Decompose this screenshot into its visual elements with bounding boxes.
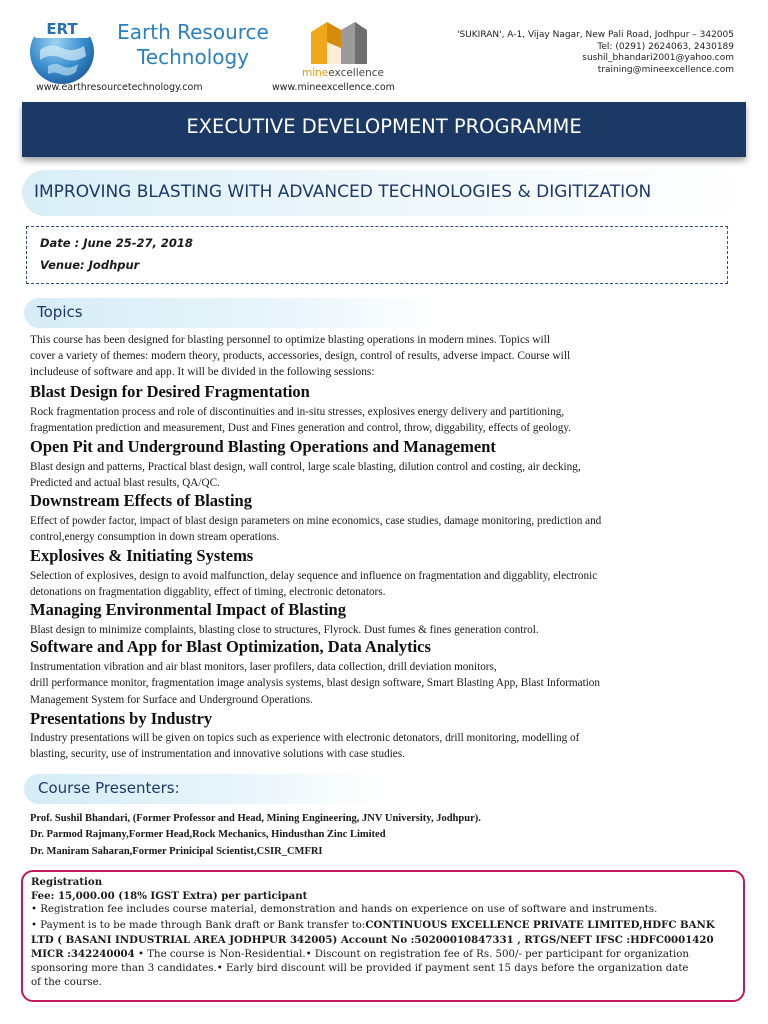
email-link[interactable]: training@mineexcellence.com xyxy=(597,64,734,75)
venue-line xyxy=(40,258,139,272)
session-line: Instrumentation vibration and air blast monitors, laser profilers, data collection, drill deviation monitors, xyxy=(30,661,497,673)
topics-heading: Topics xyxy=(37,303,83,321)
session-line: Industry presentations will be given on topics such as experience with electronic detonators, drill monitoring, modelling of xyxy=(30,732,580,744)
programme-banner: EXECUTIVE DEVELOPMENT PROGRAMME xyxy=(22,102,746,157)
email-link[interactable]: sushil_bhandari2001@yahoo.com xyxy=(582,53,734,64)
date-label: Date : xyxy=(40,236,80,250)
session-line: Blast design and patterns, Practical blast design, wall control, large scale blasting, dilution control and costing, air decking, xyxy=(30,461,581,473)
session-title: Presentations by Industry xyxy=(30,709,213,728)
presenter-item: Prof. Sushil Bhandari, (Former Professor and Head, Mining Engineering, JNV University, Jodhpur). xyxy=(30,813,481,824)
registration-heading: Registration xyxy=(31,876,103,888)
ert-title-line2: Technology xyxy=(136,45,250,69)
contact-address-block xyxy=(457,30,734,76)
session-title: Software and App for Blast Optimization, Data Analytics xyxy=(30,637,431,656)
session-line: Rock fragmentation process and role of discontinuities and in-situ stresses, explosives energy delivery and partitioning, xyxy=(30,406,565,418)
session-title: Blast Design for Desired Fragmentation xyxy=(30,382,310,401)
intro-line: cover a variety of themes: modern theory, products, accessories, design, control of results, adverse impact. Course will xyxy=(30,350,571,362)
ert-title-line1: Earth Resource xyxy=(117,20,269,44)
ert-website[interactable]: www.earthresourcetechnology.com xyxy=(36,82,203,93)
ert-globe-logo xyxy=(26,14,98,86)
session-line: drill performance monitor, fragmentation image analysis systems, blast design software, Smart Blasting App, Blast Information xyxy=(30,677,600,690)
registration-details xyxy=(31,875,739,991)
session-description xyxy=(30,513,738,546)
bank-details: LTD ( BASANI INDUSTRIAL AREA JODHPUR 342005) Account No :50200010847331 , RTGS/NEFT IFSC :HDFC0001420 xyxy=(31,933,714,946)
session-title: Explosives & Initiating Systems xyxy=(30,546,254,565)
session-description xyxy=(30,730,738,763)
session-line: Effect of powder factor, impact of blast design parameters on mine economics, case studies, damage monitoring, prediction and xyxy=(30,515,602,527)
presenters-heading: Course Presenters: xyxy=(38,779,180,797)
session-description xyxy=(30,622,738,638)
session-description xyxy=(30,404,738,437)
mine-wordmark-part1: mine xyxy=(302,67,329,79)
session-description xyxy=(30,568,738,601)
registration-fee: Fee: 15,000.00 (18% IGST Extra) per participant xyxy=(31,890,308,903)
date-line xyxy=(40,236,193,250)
session-line: control,energy consumption in down stream operations. xyxy=(30,531,280,544)
bank-account-name: CONTINUOUS EXCELLENCE PRIVATE LIMITED,HDFC BANK xyxy=(365,918,715,931)
presenter-item: Dr. Parmod Rajmany,Former Head,Rock Mechanics, Hindusthan Zinc Limited xyxy=(30,829,386,841)
session-line: blasting, security, use of instrumentation and innovative solutions with case studies. xyxy=(30,748,405,761)
ert-company-name xyxy=(108,20,278,70)
session-description xyxy=(30,459,738,492)
registration-line xyxy=(31,918,739,933)
mineexcellence-logo-icon xyxy=(303,18,373,68)
session-line: Management System for Surface and Underground Operations. xyxy=(30,693,313,706)
ert-logo-text: ERT xyxy=(46,20,78,38)
payment-text: • Payment is to be made through Bank draft or Bank transfer to: xyxy=(31,919,366,931)
session-line: detonations on fragmentation diggablity, effect of timing, electronic detonators. xyxy=(30,586,386,599)
mineexcellence-website[interactable]: www.mineexcellence.com xyxy=(272,82,395,93)
session-title: Open Pit and Underground Blasting Operations and Management xyxy=(30,437,496,456)
session-line: Predicted and actual blast results, QA/QC. xyxy=(30,477,220,490)
venue-value: Jodhpur xyxy=(88,258,140,272)
registration-line xyxy=(31,947,739,962)
session-title: Downstream Effects of Blasting xyxy=(30,491,252,510)
topics-tab-bg xyxy=(24,298,444,328)
session-title: Managing Environmental Impact of Blasting xyxy=(30,600,346,619)
intro-line: includeuse of software and app. It will be divided in the following sessions: xyxy=(30,366,375,378)
programme-subtitle: IMPROVING BLASTING WITH ADVANCED TECHNOLOGIES & DIGITIZATION xyxy=(34,182,652,202)
session-line: fragmentation prediction and measurement, Dust and Fines generation and control, throw, diggability, effects of geology. xyxy=(30,422,571,435)
mineexcellence-wordmark xyxy=(302,67,384,79)
intro-line: This course has been designed for blasting personnel to optimize blasting operations in modern mines. Topics will xyxy=(30,334,551,346)
topics-intro xyxy=(30,332,730,380)
session-line: Selection of explosives, design to avoid malfunction, delay sequence and influence on fragmentation and diggablity, electronic xyxy=(30,570,598,582)
registration-line: • Registration fee includes course material, demonstration and hands on experience on use of software and instruments. xyxy=(31,904,658,916)
phone-line: Tel: (0291) 2624063, 2430189 xyxy=(597,41,734,52)
mine-wordmark-part2: excellence xyxy=(328,67,384,79)
presenters-list xyxy=(30,811,481,860)
registration-line: sponsoring more than 3 candidates.• Early bird discount will be provided if payment sent 15 days before the organization date xyxy=(31,963,689,975)
non-residential-note: • The course is Non-Residential.• Discount on registration fee of Rs. 500/- per participant for organization xyxy=(134,949,689,961)
venue-label: Venue: xyxy=(40,258,85,272)
presenter-item: Dr. Maniram Saharan,Former Prinicipal Scientist,CSIR_CMFRI xyxy=(30,845,323,857)
date-value: June 25-27, 2018 xyxy=(83,236,193,250)
session-description xyxy=(30,659,738,708)
registration-line: of the course. xyxy=(31,977,102,989)
micr-code: MICR :342240004 xyxy=(31,948,135,961)
date-venue-box xyxy=(26,226,728,284)
session-line: Blast design to minimize complaints, blasting close to structures, Flyrock. Dust fumes & fines generation control. xyxy=(30,624,539,636)
address-line: 'SUKIRAN', A-1, Vijay Nagar, New Pali Road, Jodhpur – 342005 xyxy=(457,30,734,40)
